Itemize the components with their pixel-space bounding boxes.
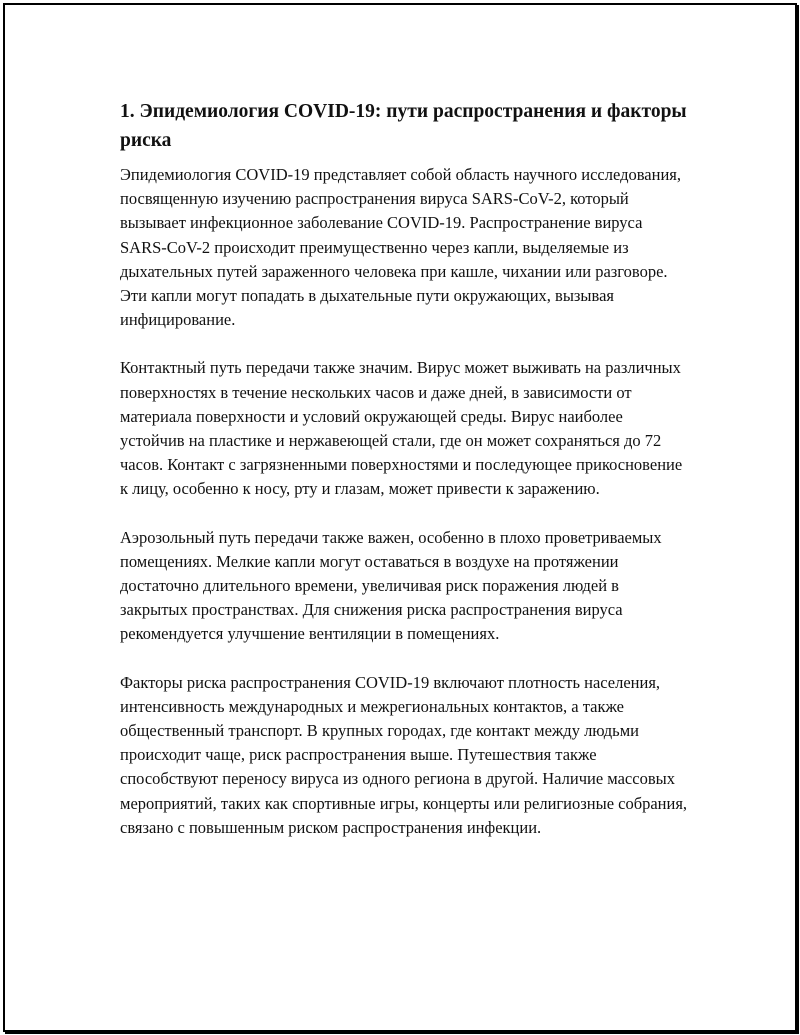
paragraph-epidemiology: Эпидемиология COVID-19 представляет собой область научного исследования, посвященную изучению распространения вируса SARS-CoV-2, который вызывает инфекционное заболевание COVID-19. Распространение вируса SARS-CoV-2 происходит преимущественно через капли, выделяемые из дыхательных путей зараженного человека при кашле, чихании или разговоре. Эти капли могут попадать в дыхательные пути окружающих, вызывая инфицирование.: [120, 165, 681, 330]
section-heading: 1. Эпидемиология COVID-19: пути распространения и факторы риска: [120, 101, 687, 151]
paragraph-aerosol-transmission: Аэрозольный путь передачи также важен, особенно в плохо проветриваемых помещениях. Мелкие капли могут оставаться в воздухе на протяжении достаточно длительного времени, увеличивая риск поражения людей в закрытых пространствах. Для снижения риска распространения вируса рекомендуется улучшение вентиляции в помещениях.: [120, 527, 662, 644]
paragraph-contact-transmission: Контактный путь передачи также значим. Вирус может выживать на различных поверхностях в течение нескольких часов и даже дней, в зависимости от материала поверхности и условий окружающей среды. Вирус наиболее устойчив на пластике и нержавеющей стали, где он может сохраняться до 72 часов. Контакт с загрязненными поверхностями и последующее прикосновение к лицу, особенно к носу, рту и глазам, может привести к заражению.: [120, 358, 683, 499]
document-body: [120, 97, 690, 864]
paragraph-risk-factors: Факторы риска распространения COVID-19 включают плотность населения, интенсивность международных и межрегиональных контактов, а также общественный транспорт. В крупных городах, где контакт между людьми происходит чаще, риск распространения выше. Путешествия также способствуют переносу вируса из одного региона в другой. Наличие массовых мероприятий, таких как спортивные игры, концерты или религиозные собрания, связано с повышенным риском распространения инфекции.: [120, 672, 688, 837]
document-page: [3, 3, 797, 1032]
